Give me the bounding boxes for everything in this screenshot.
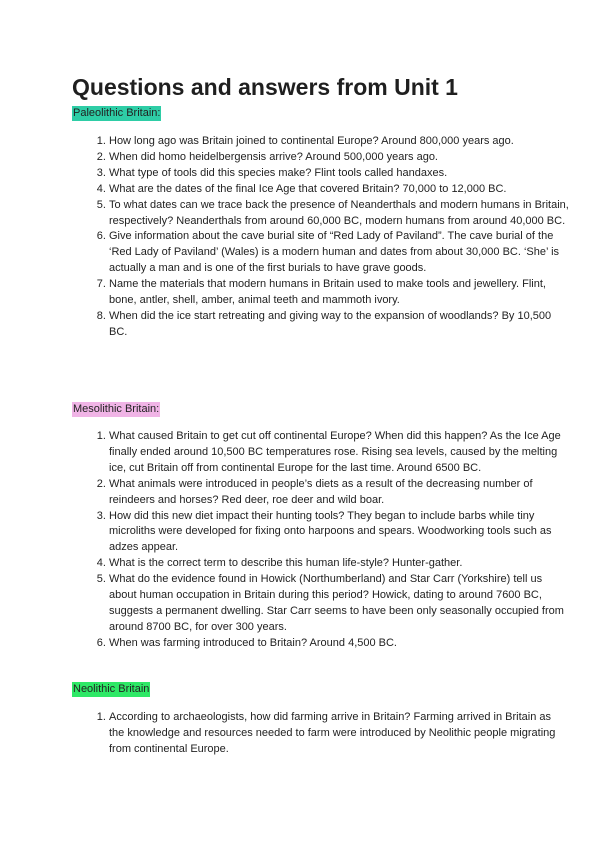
list-item: 7. Name the materials that modern humans in Britain used to make tools and jewellery. Flint, bone, antler, shell, amber, animal teeth and mammoth ivory. <box>109 277 569 309</box>
list-item: 1. What caused Britain to get cut off continental Europe? When did this happen? As the Ice Age finally ended around 10,500 BC temperatures rose. Rising sea levels, caused by the melting ice, cut Britain off from continental Europe for the last time. Around 6500 BC. <box>109 429 569 477</box>
section-heading-neolithic: Neolithic Britain <box>73 683 150 695</box>
question-list-paleolithic <box>72 134 569 341</box>
question-list-mesolithic <box>72 429 569 652</box>
list-item: 4. What are the dates of the final Ice Age that covered Britain? 70,000 to 12,000 BC. <box>109 182 569 198</box>
list-item: 8. When did the ice start retreating and giving way to the expansion of woodlands? By 10,500 BC. <box>109 309 569 341</box>
question-list-neolithic <box>72 710 569 758</box>
list-item: 5. To what dates can we trace back the presence of Neanderthals and modern humans in Britain, respectively? Neanderthals from around 60,000 BC, modern humans from around 40,000 BC. <box>109 198 569 230</box>
section-heading-paleolithic: Paleolithic Britain: <box>73 107 161 119</box>
list-item: 5. What do the evidence found in Howick (Northumberland) and Star Carr (Yorkshire) tell us about human occupation in Britain during this period? Howick, dating to around 7600 BC, suggests a permanent dwelling. Star Carr seems to have been only seasonally occupied from around 8700 BC, for over 300 years. <box>109 572 569 636</box>
list-item: 6. Give information about the cave burial site of “Red Lady of Paviland”. The cave burial of the ‘Red Lady of Paviland’ (Wales) is a modern human and dates from about 30,000 BC. ‘She’ is actually a man and is one of the first burials to have grave goods. <box>109 229 569 277</box>
list-item: 3. What type of tools did this species make? Flint tools called handaxes. <box>109 166 569 182</box>
section-heading-mesolithic: Mesolithic Britain: <box>73 403 160 415</box>
list-item: 2. When did homo heidelbergensis arrive? Around 500,000 years ago. <box>109 150 569 166</box>
list-item: 1. According to archaeologists, how did farming arrive in Britain? Farming arrived in Britain as the knowledge and resources needed to farm were introduced by Neolithic people migrating from continental Europe. <box>109 710 569 758</box>
page-title: Questions and answers from Unit 1 <box>72 74 458 100</box>
list-item: 1. How long ago was Britain joined to continental Europe? Around 800,000 years ago. <box>109 134 569 150</box>
list-item: 6. When was farming introduced to Britain? Around 4,500 BC. <box>109 636 569 652</box>
list-item: 3. How did this new diet impact their hunting tools? They began to include barbs while tiny microliths were developed for fixing onto harpoons and spears. Woodworking tools such as adzes appear. <box>109 509 569 557</box>
list-item: 4. What is the correct term to describe this human life-style? Hunter-gather. <box>109 556 569 572</box>
list-item: 2. What animals were introduced in people’s diets as a result of the decreasing number of reindeers and horses? Red deer, roe deer and wild boar. <box>109 477 569 509</box>
